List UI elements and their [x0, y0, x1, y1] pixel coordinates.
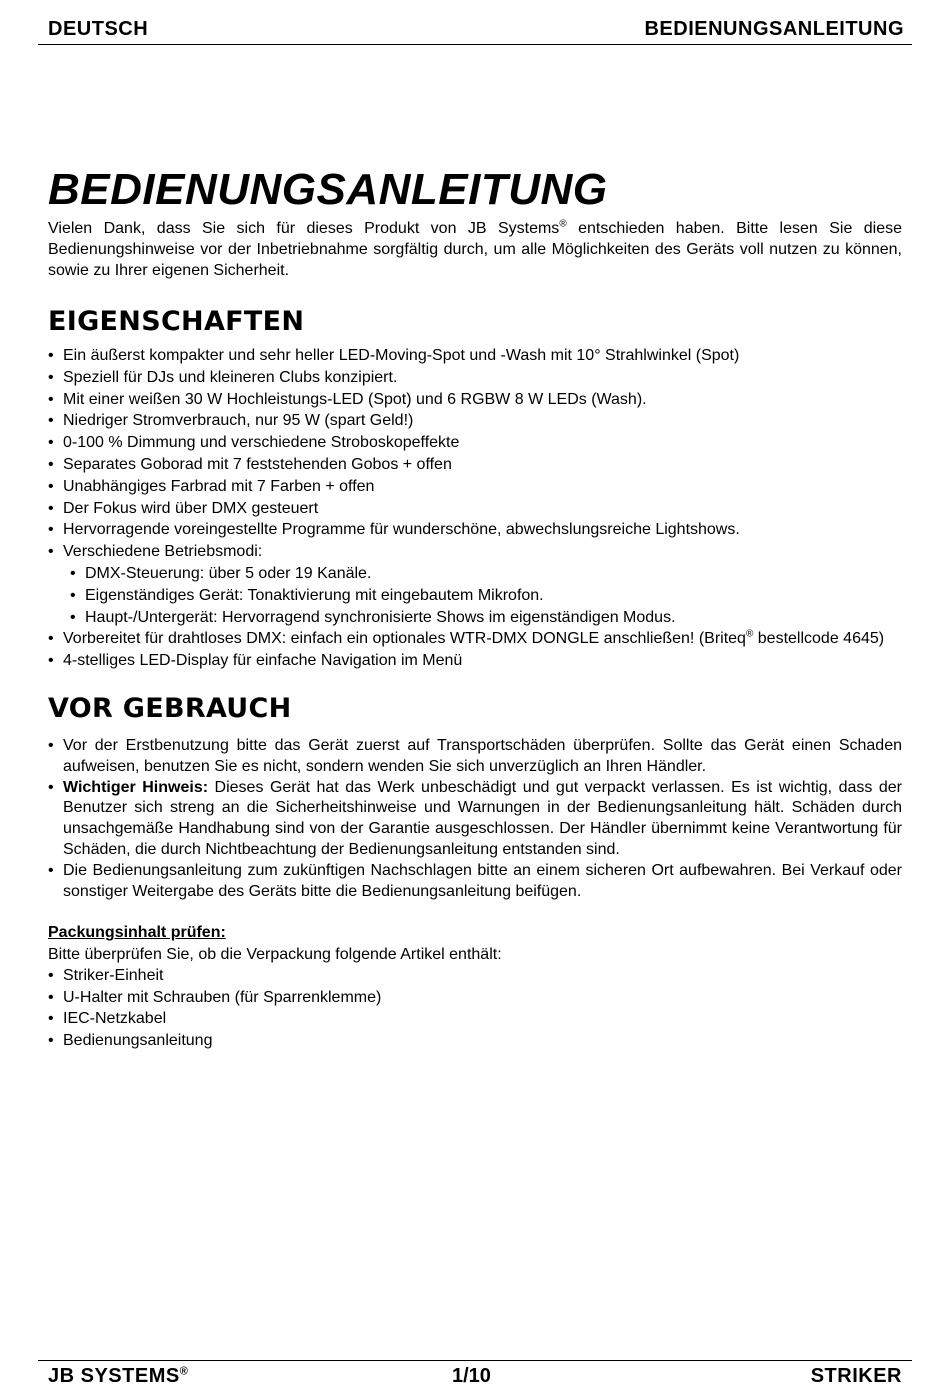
list-item: • Speziell für DJs und kleineren Clubs konzipiert.: [48, 367, 902, 389]
package-heading: Packungsinhalt prüfen:: [48, 924, 226, 942]
list-item: • 0-100 % Dimmung und verschiedene Stroboskopeffekte: [48, 432, 902, 454]
page-content: [48, 162, 902, 1052]
list-item: • Niedriger Stromverbrauch, nur 95 W (spart Geld!): [48, 410, 902, 432]
list-item: • Ein äußerst kompakter und sehr heller LED-Moving-Spot und -Wash mit 10° Strahlwinkel (Spot): [48, 345, 902, 367]
list-item: • Mit einer weißen 30 W Hochleistungs-LED (Spot) und 6 RGBW 8 W LEDs (Wash).: [48, 389, 902, 411]
header-language: DEUTSCH: [48, 18, 149, 40]
registered-mark: ®: [559, 218, 567, 230]
page-title: BEDIENUNGSANLEITUNG: [48, 165, 608, 214]
footer-brand: [48, 1365, 188, 1388]
package-list: [48, 965, 902, 1052]
page-footer: [38, 1360, 912, 1388]
list-item: • 4-stelliges LED-Display für einfache Navigation im Menü: [48, 650, 902, 672]
features-list: [48, 345, 902, 672]
list-item: • Striker-Einheit: [48, 965, 902, 987]
features-heading: EIGENSCHAFTEN: [48, 306, 305, 337]
list-item: • DMX-Steuerung: über 5 oder 19 Kanäle.: [70, 563, 902, 585]
list-item: • Unabhängiges Farbrad mit 7 Farben + offen: [48, 476, 902, 498]
modes-list: [70, 563, 902, 628]
before-use-heading: VOR GEBRAUCH: [48, 692, 292, 724]
list-item: [48, 778, 902, 861]
important-note-text: Dieses Gerät hat das Werk unbeschädigt und gut verpackt verlassen. Es ist wichtig, dass der Benutzer sich streng an die Sicherheitshinweise und Warnungen in der Bedienungsanleitung hält. Schäden durch unsachgemäße Handhabung sind von der Garantie ausgeschlossen. Der Händler übernimmt keine Verantwortung für Schäden, die durch Nichtbeachtung der Bedienungsanleitung entstanden sind.: [63, 778, 903, 858]
modes-label: Verschiedene Betriebsmodi:: [63, 543, 263, 561]
registered-mark: ®: [179, 1365, 189, 1378]
list-item: • IEC-Netzkabel: [48, 1008, 902, 1030]
wireless-text-start: Vorbereitet für drahtloses DMX: einfach ein optionales WTR-DMX DONGLE anschließen! (Briteq: [63, 630, 746, 648]
list-item: [48, 541, 902, 628]
list-item: • Hervorragende voreingestellte Programme für wunderschöne, abwechslungsreiche Lightshows.: [48, 519, 902, 541]
list-item: • Die Bedienungsanleitung zum zukünftigen Nachschlagen bitte an einem sicheren Ort aufbewahren. Bei Verkauf oder sonstiger Weitergabe des Geräts bitte die Bedienungsanleitung beifügen.: [48, 861, 902, 903]
list-item: [48, 628, 902, 650]
footer-model: STRIKER: [810, 1365, 902, 1387]
list-item: • Separates Goborad mit 7 feststehenden Gobos + offen: [48, 454, 902, 476]
header-document-title: BEDIENUNGSANLEITUNG: [644, 18, 904, 40]
list-item: • Eigenständiges Gerät: Tonaktivierung mit eingebautem Mikrofon.: [70, 585, 902, 607]
intro-text-start: Vielen Dank, dass Sie sich für dieses Produkt von JB Systems: [48, 220, 560, 237]
registered-mark: ®: [745, 629, 754, 641]
intro-text-end: entschieden haben. Bitte lesen Sie diese Bedienungshinweise vor der Inbetriebnahme sorgfältig durch, um alle Möglichkeiten des Geräts voll nutzen zu können, sowie zu Ihrer eigenen Sicherheit.: [48, 220, 902, 279]
package-intro: Bitte überprüfen Sie, ob die Verpackung folgende Artikel enthält:: [48, 945, 502, 963]
list-item: • Vor der Erstbenutzung bitte das Gerät zuerst auf Transportschäden überprüfen. Sollte das Gerät einen Schaden aufweisen, benutzen Sie es nicht, sondern wenden Sie sich unverzüglich an Ihren Händler.: [48, 736, 902, 778]
page-header: [38, 16, 912, 45]
list-item: • U-Halter mit Schrauben (für Sparrenklemme): [48, 987, 902, 1009]
brand-name: JB SYSTEMS: [48, 1365, 180, 1387]
list-item: • Haupt-/Untergerät: Hervorragend synchronisierte Shows im eigenständigen Modus.: [70, 607, 902, 629]
list-item: • Bedienungsanleitung: [48, 1030, 902, 1052]
intro-paragraph: [48, 218, 902, 281]
wireless-text-end: bestellcode 4645): [753, 630, 885, 648]
before-use-list: [48, 736, 902, 902]
page-number: 1/10: [452, 1365, 491, 1387]
important-note-label: Wichtiger Hinweis:: [63, 778, 209, 796]
list-item: • Der Fokus wird über DMX gesteuert: [48, 498, 902, 520]
